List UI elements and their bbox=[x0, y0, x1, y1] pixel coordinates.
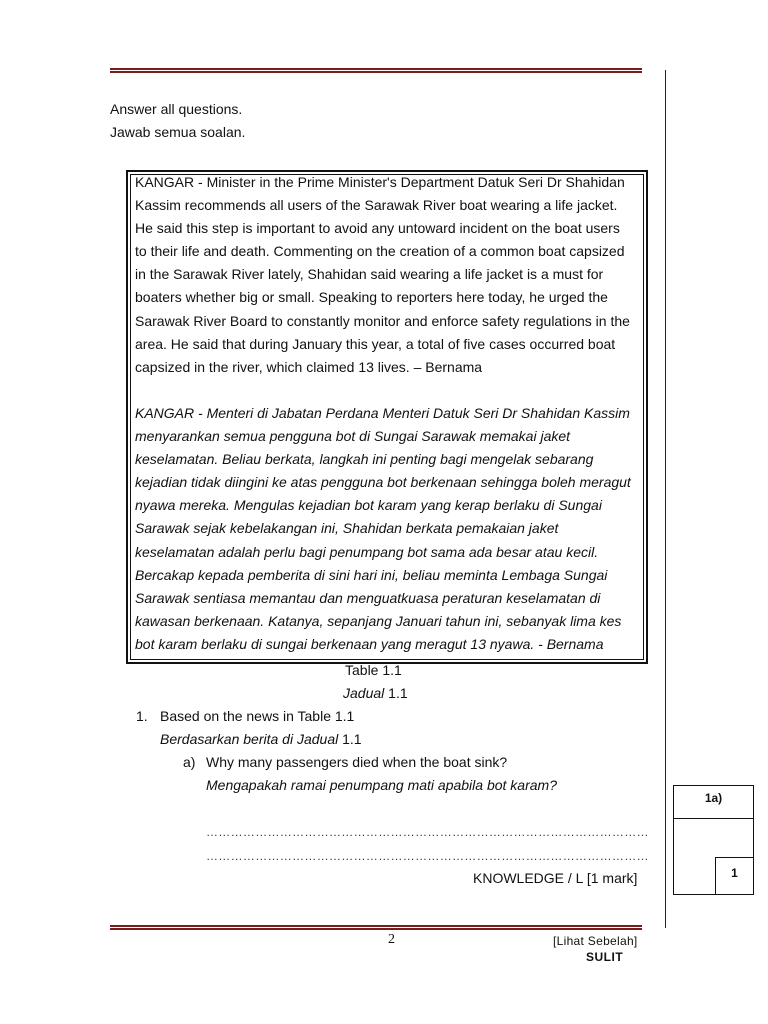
footer-rule bbox=[110, 925, 642, 930]
table-caption-en: Table 1.1 bbox=[345, 662, 402, 678]
question-ms-italic: Berdasarkan berita di Jadual bbox=[160, 731, 339, 747]
news-line: Bercakap kepada pemberita di sini hari ini, beliau meminta Lembaga Sungai bbox=[135, 566, 608, 583]
header-rule bbox=[110, 68, 642, 73]
mark-box-divider bbox=[673, 818, 754, 819]
news-line: Kassim recommends all users of the Sarawak River boat wearing a life jacket. bbox=[135, 197, 618, 214]
part-question-en: Why many passengers died when the boat sink? bbox=[206, 754, 508, 770]
news-line: KANGAR - Minister in the Prime Minister's Department Datuk Seri Dr Shahidan bbox=[135, 174, 625, 190]
news-line: menyarankan semua pengguna bot di Sungai Sarawak memakai jaket bbox=[135, 428, 571, 445]
answer-line-2[interactable]: ……………………………………………………………………………………………… bbox=[206, 849, 649, 863]
news-line: kawasan berkenaan. Katanya, sepanjang Januari tahun ini, sebanyak lima kes bbox=[135, 612, 622, 629]
question-en: Based on the news in Table 1.1 bbox=[160, 708, 355, 724]
news-line: in the Sarawak River lately, Shahidan said wearing a life jacket is a must for bbox=[135, 266, 604, 283]
news-line: Sarawak sejak kebelakangan ini, Shahidan berkata pemakaian jaket bbox=[135, 520, 559, 537]
mark-box-label: 1a) bbox=[704, 791, 723, 805]
news-malay bbox=[135, 402, 641, 656]
news-line: capsized in the river, which claimed 13 lives. – Bernama bbox=[135, 358, 483, 375]
table-caption-ms-word: Jadual bbox=[343, 685, 385, 701]
news-line: Sarawak River Board to constantly monitor and enforce safety regulations in the bbox=[135, 312, 630, 329]
instruction-ms: Jawab semua soalan. bbox=[110, 124, 246, 140]
mark-allocation: KNOWLEDGE / L [1 mark] bbox=[473, 870, 638, 886]
question-ms bbox=[160, 728, 362, 751]
news-line: keselamatan adalah perlu bagi penumpang bot sama ada besar atau kecil. bbox=[135, 543, 599, 560]
news-line: nyawa mereka. Mengulas kejadian bot karam yang kerap berlaku di Sungai bbox=[135, 497, 602, 514]
news-line: keselamatan. Beliau berkata, langkah ini penting bagi mengelak sebarang bbox=[135, 451, 594, 468]
news-line: He said this step is important to avoid any untoward incident on the boat users bbox=[135, 220, 620, 237]
part-question-ms: Mengapakah ramai penumpang mati apabila bot karam? bbox=[206, 777, 557, 793]
table-caption-ms-num: 1.1 bbox=[384, 685, 408, 701]
news-line: area. He said that during January this year, a total of five cases occurred boat bbox=[135, 335, 616, 352]
news-line: Sarawak sentiasa memantau dan menguatkuasa peraturan keselamatan di bbox=[135, 589, 601, 606]
next-page-label: [Lihat Sebelah] bbox=[553, 934, 638, 948]
instruction-en: Answer all questions. bbox=[110, 101, 243, 117]
margin-line bbox=[665, 70, 666, 928]
table-caption-ms bbox=[343, 682, 408, 705]
mark-box-score: 1 bbox=[731, 866, 738, 880]
classification-label: SULIT bbox=[586, 950, 624, 964]
news-line: to their life and death. Commenting on the creation of a common boat capsized bbox=[135, 243, 625, 260]
page-number: 2 bbox=[388, 932, 395, 947]
question-ms-plain: 1.1 bbox=[338, 731, 362, 747]
answer-line-1[interactable]: ……………………………………………………………………………………………… bbox=[206, 825, 649, 839]
news-line: KANGAR - Menteri di Jabatan Perdana Menteri Datuk Seri Dr Shahidan Kassim bbox=[135, 405, 630, 421]
news-line: boaters whether big or small. Speaking to reporters here today, he urged the bbox=[135, 289, 608, 306]
part-label: a) bbox=[183, 754, 196, 770]
news-english bbox=[135, 171, 641, 379]
news-line: bot karam berlaku di sungai berkenaan yang meragut 13 nyawa. - Bernama bbox=[135, 635, 604, 652]
news-line: kejadian tidak diingini ke atas pengguna bot berkenaan sehingga boleh meragut bbox=[135, 474, 631, 491]
question-number: 1. bbox=[136, 708, 148, 724]
